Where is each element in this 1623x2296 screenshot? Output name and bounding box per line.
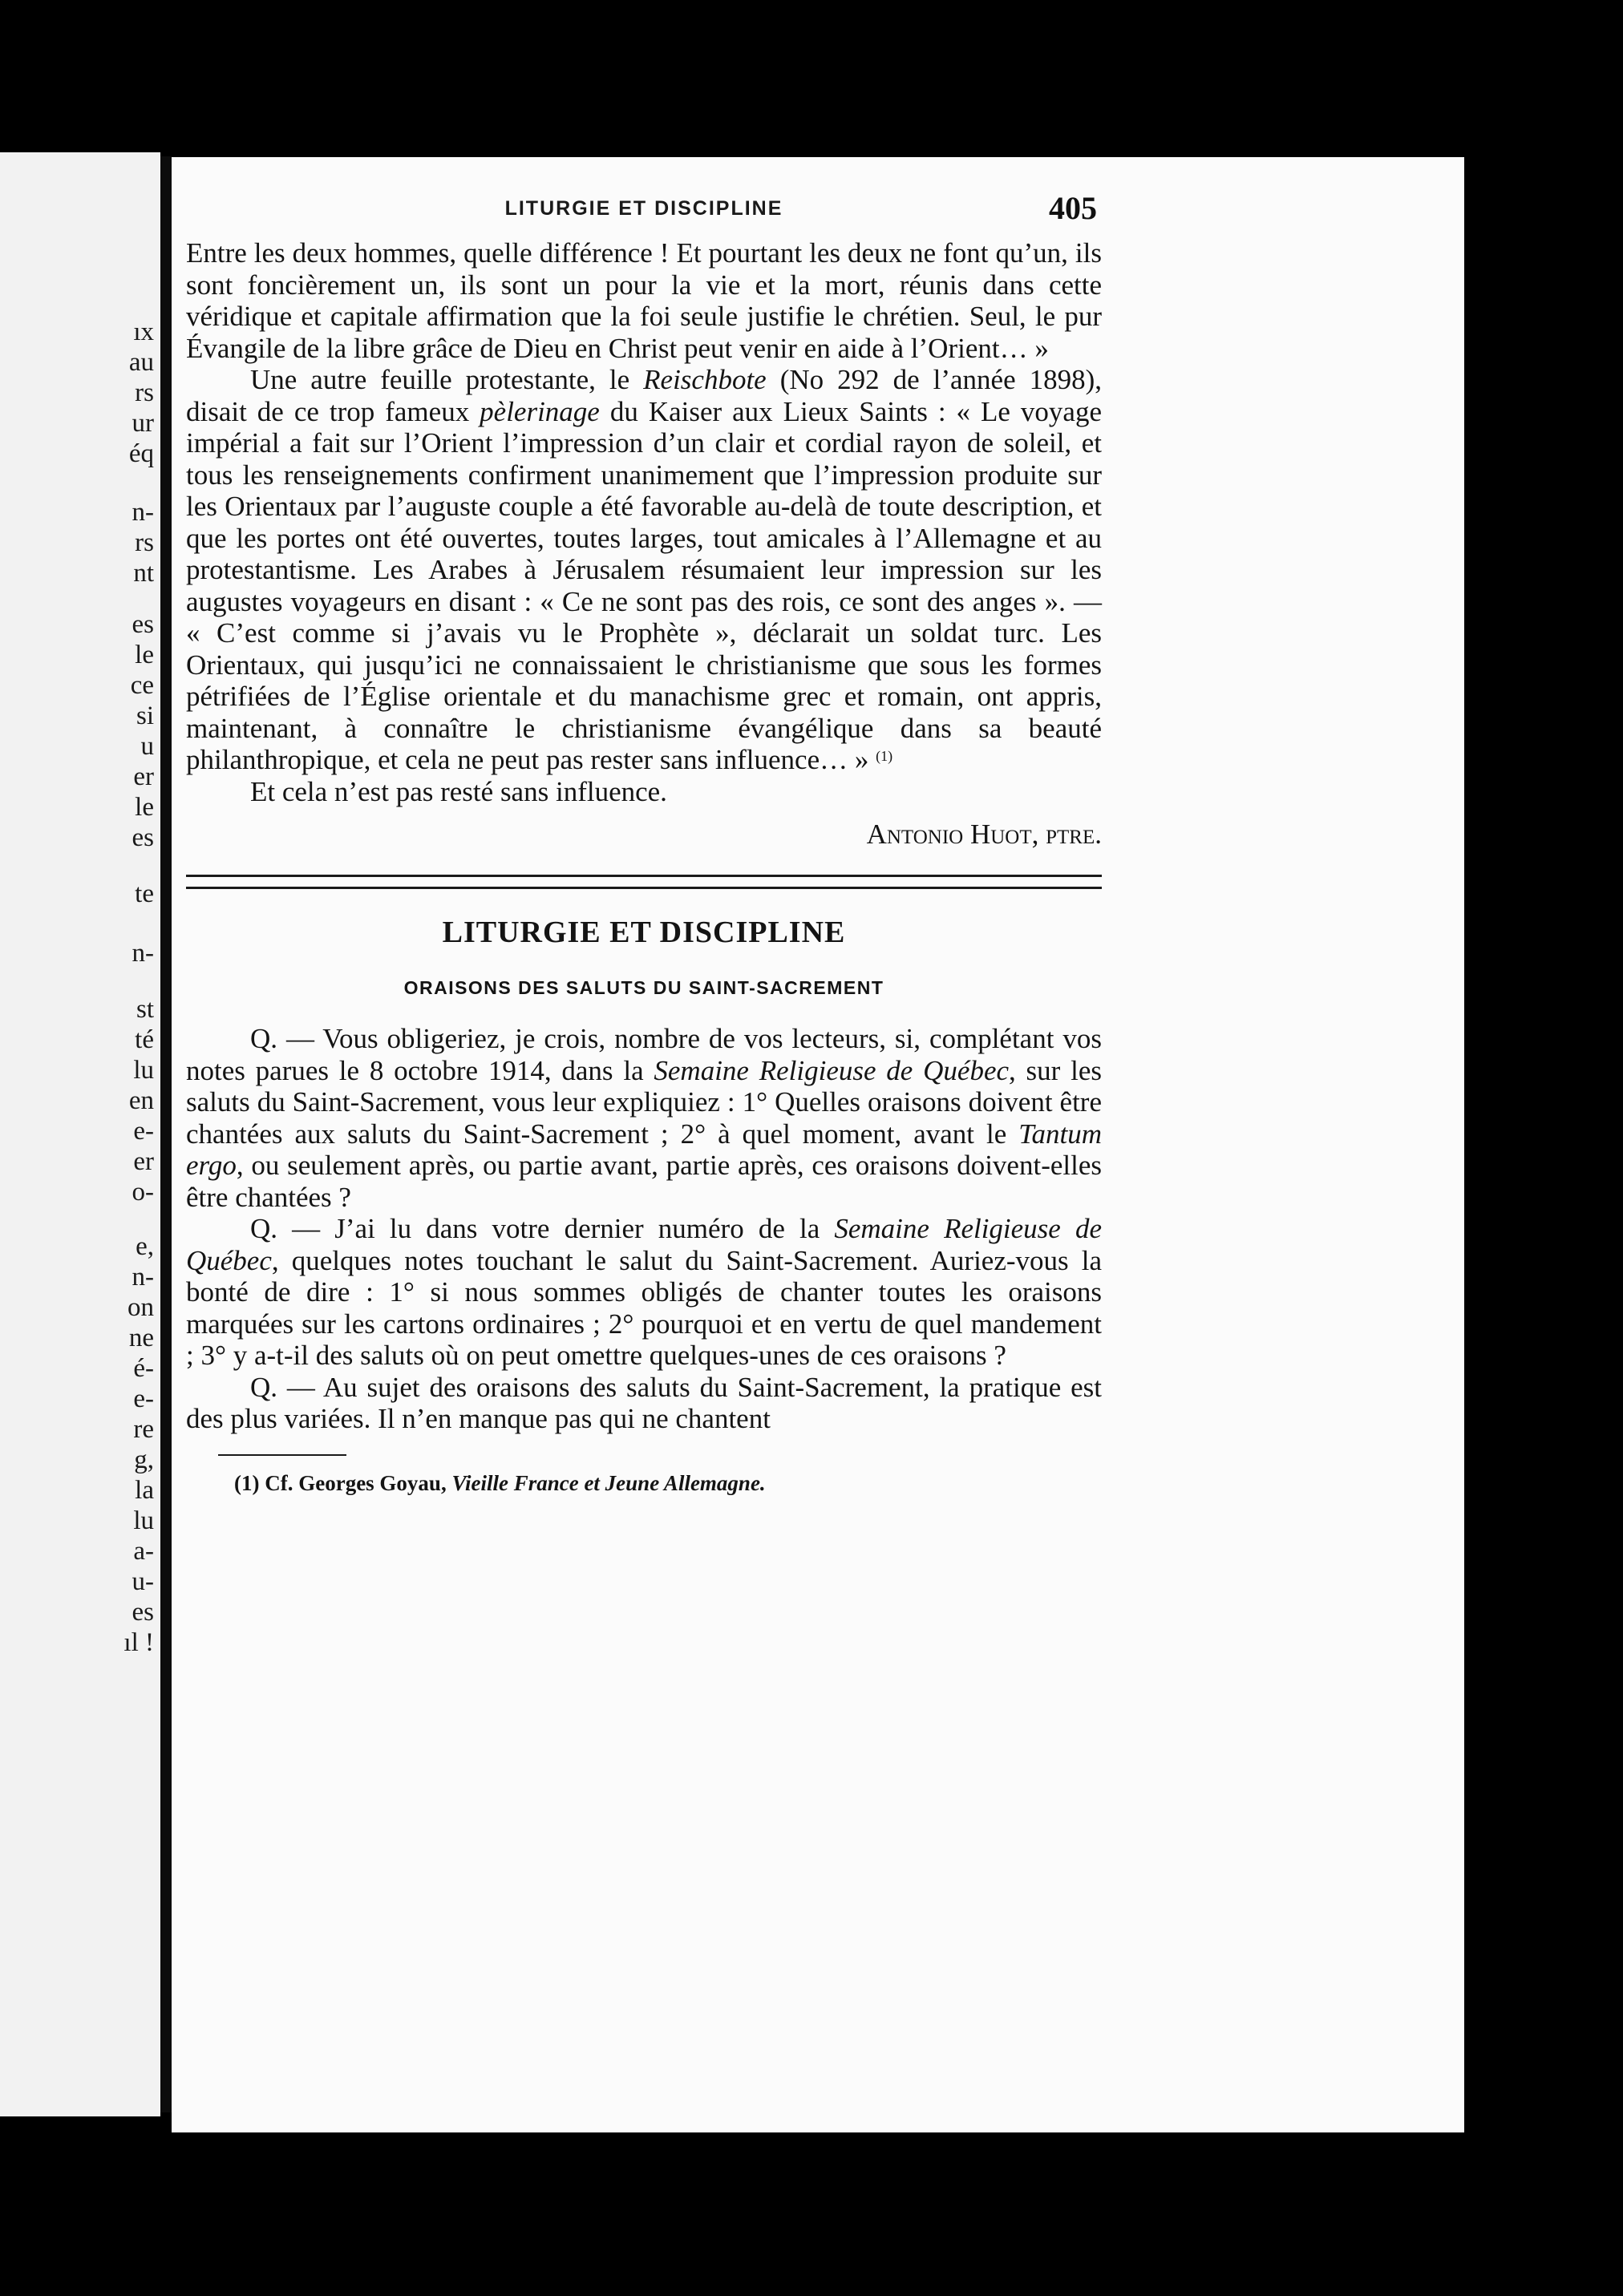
answer-start: Q. — Au sujet des oraisons des saluts du Saint-Sacrement, la pratique est des plus variées. Il n’en manque pas qui ne chantent (186, 1371, 1102, 1434)
section-divider (186, 875, 1102, 889)
prev-page-fragment: n- (132, 1263, 154, 1292)
prev-page-fragment: e, (136, 1232, 154, 1261)
prev-page-fragment: le (135, 641, 154, 669)
footnote-ref: (1) (876, 748, 893, 764)
prev-page-fragment: st (136, 995, 154, 1024)
prev-page-fragment: g, (134, 1445, 154, 1474)
prev-page-fragment: é- (133, 1354, 154, 1383)
prev-page-fragment: té (135, 1025, 154, 1054)
page-gutter (160, 156, 172, 2112)
prev-page-fragment: es (132, 823, 154, 852)
paragraph-reischbote: Une autre feuille protestante, le Reischbote (No 292 de l’année 1898), disait de ce trop fameux pèlerinage du Kaiser aux Lieux Saints : « Le voyage impérial a fait sur l’Orient l’impression d’un clair et cordial rayon de soleil, et tous les renseignements confirment unanimement que l’impression produite sur les Orientaux par l’auguste couple a été favorable au-delà de toute description, et que les portes ont été ouvertes, toutes larges, tout amicales à l’Allemagne et au protestantisme. Les Arabes à Jérusalem résumaient leur impression sur les augustes voyageurs en disant : « Ce ne sont pas des rois, ce sont des anges ». — « C’est comme si j’avais vu le Prophète », déclarait un soldat turc. Les Orientaux, qui jusqu’ici ne connaissaient le christianisme que sous les formes pétrifiées de l’Église orientale et du manachisme grec et romain, ont appris, maintenant, à connaître le christianisme évangélique dans sa beauté philanthropique, et cela ne peut pas rester sans influence… » $^{(1)}$ (186, 364, 1103, 775)
prev-page-fragment: éq (128, 439, 154, 468)
prev-page-fragment: u- (132, 1567, 154, 1596)
footnote-rule (218, 1454, 346, 1456)
prev-page-fragment: er (133, 1147, 154, 1176)
prev-page-fragment: ur (132, 409, 154, 438)
prev-page-fragment: es (132, 610, 154, 639)
prev-page-fragment: ıl ! (123, 1628, 154, 1657)
prev-page-fragment: es (132, 1598, 154, 1627)
prev-page-fragment: le (135, 793, 154, 822)
prev-page-fragment: si (136, 701, 154, 730)
prev-page-fragment: en (128, 1086, 154, 1115)
question-2: Q. — J’ai lu dans votre dernier numéro de la Semaine Religieuse de Québec, quelques notes touchant le salut du Saint-Sacrement. Auriez-vous la bonté de dire : 1° si nous sommes obligés de chanter toutes les oraisons marquées sur les cartons ordinaires ; 2° pourquoi et en vertu de quel mandement ; 3° y a-t-il des saluts où on peut omettre quelques-unes de ces oraisons ? (186, 1213, 1102, 1371)
previous-page-edge (0, 152, 160, 2116)
prev-page-fragment: au (128, 348, 154, 377)
prev-page-fragment: a- (133, 1537, 154, 1566)
prev-page-fragment: lu (133, 1056, 154, 1085)
prev-page-fragment: lu (133, 1506, 154, 1535)
page-content (186, 189, 1102, 1496)
author-signature: Antonio Huot, ptre. (866, 819, 1102, 850)
prev-page-fragment: ıx (133, 317, 154, 346)
prev-page-fragment: o- (132, 1178, 154, 1207)
prev-page-fragment: rs (135, 528, 154, 557)
prev-page-fragment: n- (132, 498, 154, 527)
question-1: Q. — Vous obligeriez, je crois, nombre de vos lecteurs, si, complétant vos notes parues le 8 octobre 1914, dans la Semaine Religieuse de Québec, sur les saluts du Saint-Sacrement, vous leur expliquiez : 1° Quelles oraisons doivent être chantées aux saluts du Saint-Sacrement ; 2° à quel moment, avant le Tantum ergo, ou seulement après, ou partie avant, partie après, ces oraisons doivent-elles être chantées ? (186, 1023, 1102, 1213)
prev-page-fragment: on (127, 1293, 154, 1322)
paragraph-conclusion: Et cela n’est pas resté sans influence. (250, 775, 667, 807)
prev-page-fragment: e- (133, 1384, 154, 1413)
section-title: LITURGIE ET DISCIPLINE (442, 916, 846, 949)
prev-page-fragment: er (133, 762, 154, 791)
prev-page-fragment: ce (130, 671, 154, 700)
prev-page-fragment: n- (132, 939, 154, 968)
prev-page-fragment: te (135, 879, 154, 908)
section-subtitle: ORAISONS DES SALUTS DU SAINT-SACREMENT (403, 977, 884, 998)
paragraph-quote-end: Entre les deux hommes, quelle différence ! Et pourtant les deux ne font qu’un, ils sont foncièrement un, ils sont un pour la vie et la mort, réunis dans cette véridique et capitale affirmation que la foi seule justifie le chrétien. Seul, le pur Évangile de la libre grâce de Dieu en Christ peut venir en aide à l’Orient… » (186, 237, 1102, 364)
prev-page-fragment: re (133, 1415, 154, 1444)
prev-page-fragment: e- (133, 1117, 154, 1146)
running-head (186, 189, 1102, 237)
prev-page-fragment: la (135, 1476, 154, 1505)
running-title: LITURGIE ET DISCIPLINE (504, 197, 783, 220)
prev-page-fragment: rs (135, 378, 154, 407)
footnote: (1) Cf. Georges Goyau, Vieille France et Jeune Allemagne. (234, 1470, 766, 1495)
page-number: 405 (1049, 190, 1097, 226)
prev-page-fragment: ne (128, 1324, 154, 1352)
prev-page-fragment: u (140, 732, 154, 761)
prev-page-fragment: nt (133, 559, 154, 588)
